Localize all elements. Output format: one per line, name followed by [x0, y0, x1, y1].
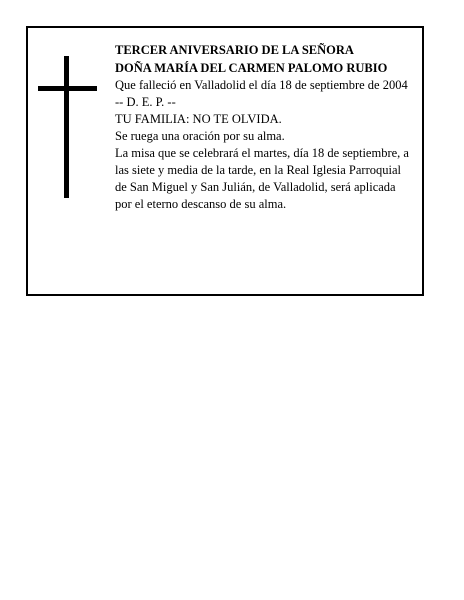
- dep-line: -- D. E. P. --: [115, 95, 176, 109]
- prayer-line: Se ruega una oración por su alma.: [115, 129, 285, 143]
- cross-vertical-bar: [64, 56, 69, 198]
- family-line: TU FAMILIA: NO TE OLVIDA.: [115, 112, 282, 126]
- mass-info: La misa que se celebrará el martes, día 18 de septiembre, a las siete y media de la tarde, en la Real Iglesia Parroquial de San Miguel y San Julián, de Valladolid, será aplicada por el eterno descanso de su alma.: [115, 146, 409, 211]
- cross-horizontal-bar: [38, 86, 97, 91]
- obituary-notice: [26, 26, 424, 296]
- death-info: Que falleció en Valladolid el día 18 de septiembre de 2004: [115, 78, 408, 92]
- heading-line-2: DOÑA MARÍA DEL CARMEN PALOMO RUBIO: [115, 61, 388, 75]
- notice-text: [115, 41, 415, 213]
- heading-line-1: TERCER ANIVERSARIO DE LA SEÑORA: [115, 43, 354, 57]
- cross-icon: [38, 56, 98, 198]
